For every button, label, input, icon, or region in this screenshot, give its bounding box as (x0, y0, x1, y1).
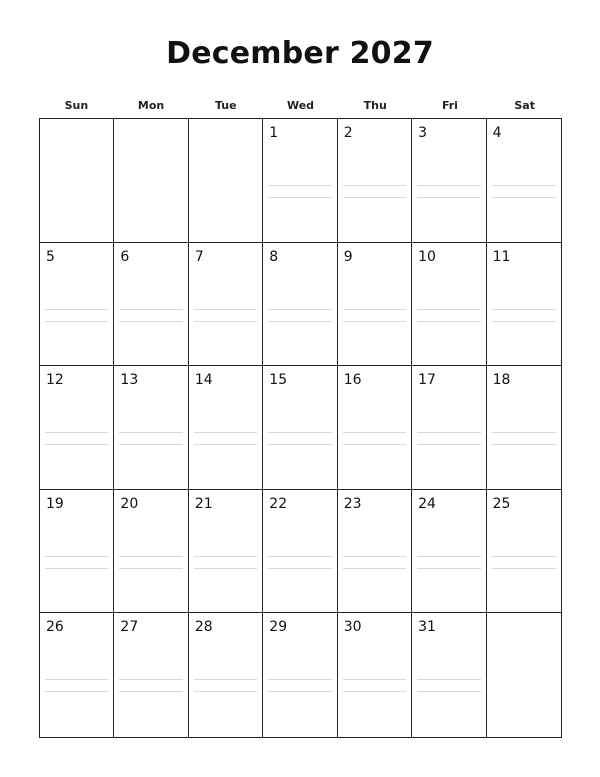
day-number: 22 (269, 495, 288, 512)
writing-line (194, 432, 257, 433)
writing-line (417, 321, 480, 322)
writing-line (45, 444, 108, 445)
day-cell (487, 366, 561, 490)
day-number: 8 (269, 248, 279, 265)
day-number: 7 (194, 248, 204, 265)
writing-line (45, 309, 108, 310)
writing-line (268, 691, 331, 692)
weekday-label: Thu (363, 99, 387, 112)
writing-line (343, 321, 406, 322)
writing-line (343, 568, 406, 569)
day-cell (412, 490, 486, 614)
day-number: 23 (343, 495, 362, 512)
writing-line (343, 197, 406, 198)
writing-line (45, 691, 108, 692)
day-cell (263, 366, 337, 490)
weekday-label: Fri (441, 99, 458, 112)
writing-line (119, 444, 182, 445)
day-cell (114, 490, 188, 614)
day-cell (114, 366, 188, 490)
writing-line (194, 691, 257, 692)
writing-line (417, 691, 480, 692)
day-cell (487, 119, 561, 243)
writing-line (492, 321, 556, 322)
day-cell (412, 366, 486, 490)
calendar-title: December 2027 (166, 36, 434, 71)
writing-line (492, 185, 556, 186)
writing-line (343, 679, 406, 680)
writing-line (45, 432, 108, 433)
day-number: 10 (418, 248, 436, 265)
day-cell (40, 490, 114, 614)
writing-line (268, 197, 331, 198)
day-number: 19 (46, 495, 64, 512)
day-cell (263, 243, 337, 367)
writing-line (119, 309, 182, 310)
day-number: 12 (46, 372, 64, 389)
day-cell (338, 119, 412, 243)
weekday-label: Mon (137, 99, 165, 112)
day-cell (40, 366, 114, 490)
writing-line (45, 679, 108, 680)
writing-line (417, 309, 480, 310)
day-number: 18 (492, 372, 511, 389)
writing-line (119, 321, 182, 322)
writing-line (343, 432, 406, 433)
writing-line (492, 432, 556, 433)
writing-line (194, 309, 257, 310)
day-cell (338, 490, 412, 614)
day-number: 9 (343, 248, 353, 265)
day-number: 31 (418, 619, 436, 636)
day-cell (487, 243, 561, 367)
writing-line (492, 568, 556, 569)
writing-line (492, 444, 556, 445)
writing-line (119, 691, 182, 692)
writing-line (343, 185, 406, 186)
day-cell (487, 490, 561, 614)
writing-line (417, 568, 480, 569)
day-number: 11 (492, 248, 511, 265)
writing-line (492, 197, 556, 198)
day-cell (189, 243, 263, 367)
writing-line (268, 321, 331, 322)
day-cell (40, 243, 114, 367)
day-cell (338, 366, 412, 490)
empty-day-cell (189, 119, 263, 243)
writing-line (268, 432, 331, 433)
weekday-label: Sun (64, 99, 89, 112)
empty-day-cell (40, 119, 114, 243)
writing-line (417, 679, 480, 680)
day-number: 28 (194, 619, 213, 636)
writing-line (45, 568, 108, 569)
day-cell (189, 366, 263, 490)
day-number: 25 (492, 495, 511, 512)
day-number: 1 (269, 125, 279, 141)
weekday-label: Sat (514, 99, 535, 112)
writing-line (45, 321, 108, 322)
writing-line (268, 309, 331, 310)
weekday-header-row (39, 99, 562, 115)
day-number: 6 (120, 248, 130, 265)
day-number: 26 (46, 619, 64, 636)
day-number: 15 (269, 372, 288, 389)
day-number: 2 (343, 125, 353, 141)
day-cell (263, 613, 337, 737)
writing-line (268, 185, 331, 186)
day-number: 21 (194, 495, 213, 512)
day-cell (263, 119, 337, 243)
day-cell (40, 613, 114, 737)
writing-line (45, 556, 108, 557)
writing-line (194, 321, 257, 322)
day-number: 24 (418, 495, 436, 512)
writing-line (343, 444, 406, 445)
weekday-label: Wed (286, 99, 315, 112)
day-number: 14 (194, 372, 213, 389)
day-cell (114, 243, 188, 367)
writing-line (268, 679, 331, 680)
day-cell (114, 613, 188, 737)
empty-day-cell (487, 613, 561, 737)
day-number: 4 (492, 125, 502, 141)
day-number: 17 (418, 372, 436, 389)
writing-line (417, 556, 480, 557)
day-cell (263, 490, 337, 614)
writing-line (268, 556, 331, 557)
writing-line (194, 568, 257, 569)
day-cell (338, 243, 412, 367)
writing-line (194, 444, 257, 445)
writing-line (119, 568, 182, 569)
day-number: 5 (46, 248, 55, 265)
writing-line (194, 556, 257, 557)
empty-day-cell (114, 119, 188, 243)
day-cell (412, 119, 486, 243)
day-number: 16 (343, 372, 362, 389)
writing-line (417, 432, 480, 433)
day-cell (412, 613, 486, 737)
day-cell (189, 613, 263, 737)
weekday-label: Tue (215, 99, 237, 112)
writing-line (343, 691, 406, 692)
day-number: 29 (269, 619, 288, 636)
day-number: 20 (120, 495, 139, 512)
day-cell (189, 490, 263, 614)
writing-line (417, 185, 480, 186)
calendar-grid (39, 118, 562, 738)
writing-line (119, 556, 182, 557)
writing-line (194, 679, 257, 680)
day-number: 27 (120, 619, 139, 636)
writing-line (268, 568, 331, 569)
day-cell (412, 243, 486, 367)
writing-line (343, 556, 406, 557)
day-number: 3 (418, 125, 428, 141)
day-number: 30 (343, 619, 362, 636)
writing-line (492, 556, 556, 557)
writing-line (343, 309, 406, 310)
writing-line (119, 432, 182, 433)
writing-line (417, 444, 480, 445)
writing-line (268, 444, 331, 445)
writing-line (492, 309, 556, 310)
writing-line (119, 679, 182, 680)
day-cell (338, 613, 412, 737)
day-number: 13 (120, 372, 139, 389)
writing-line (417, 197, 480, 198)
